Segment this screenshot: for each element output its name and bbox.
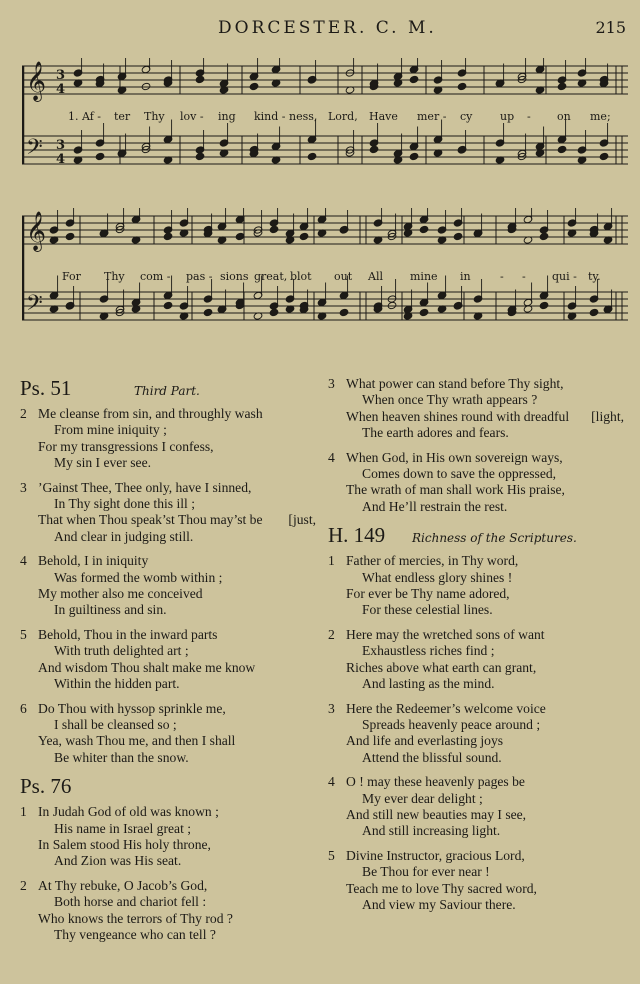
- ps51-subtitle: Third Part.: [134, 384, 200, 398]
- lyric-syllable: Thy: [104, 270, 125, 283]
- note-head: [419, 308, 429, 316]
- stanza: [20, 878, 320, 944]
- verse-line: From mine iniquity ;: [54, 422, 167, 438]
- stanza-number: 4: [328, 774, 335, 790]
- verse-line: Divine Instructor, gracious Lord,: [346, 847, 525, 863]
- note-head: [387, 301, 397, 309]
- note-head: [235, 232, 245, 240]
- verse-line: And life and everlasting joys: [346, 733, 504, 749]
- note-head: [307, 152, 317, 160]
- verse-line: Riches above what earth can grant,: [346, 659, 537, 675]
- lyric-syllable: kind - ness,: [254, 110, 318, 123]
- page-number: 215: [595, 18, 626, 37]
- note-head: [557, 82, 567, 90]
- verse-line: Both horse and chariot fell :: [54, 894, 207, 910]
- note-head: [589, 308, 599, 316]
- music-system-2: [22, 208, 628, 368]
- stanza-number: 4: [20, 553, 27, 569]
- page-header: [0, 18, 640, 42]
- right-column: [328, 376, 628, 921]
- lyric-syllable: com -: [140, 270, 171, 283]
- verse-line: Attend the blissful sound.: [362, 749, 502, 765]
- verse-line: My ever dear delight ;: [362, 790, 483, 806]
- verse-line: Was formed the womb within ;: [54, 569, 223, 585]
- stanza-number: 1: [20, 804, 27, 820]
- lyric-syllable: pas -: [186, 270, 213, 283]
- stanza: [20, 701, 320, 767]
- stanza: [328, 774, 628, 840]
- stanza-number: 3: [328, 700, 335, 716]
- h149-heading: [328, 523, 628, 551]
- note-head: [269, 225, 279, 233]
- verse-line: What endless glory shines !: [362, 569, 513, 585]
- verse-line: In Salem stood His holy throne,: [38, 836, 211, 852]
- h149-stanzas: [328, 553, 628, 913]
- note-head: [269, 308, 279, 316]
- verse-line: The earth adores and fears.: [362, 425, 509, 441]
- ps76-heading: [20, 774, 320, 802]
- verse-line: Behold, I in iniquity: [38, 553, 149, 569]
- verse-line: Who knows the terrors of Thy rod ?: [38, 910, 233, 926]
- verse-line: When heaven shines round with dreadful: [346, 408, 570, 424]
- time-signature-bottom: 4: [56, 152, 66, 167]
- lyric-syllable: out: [334, 270, 353, 283]
- verse-line: That when Thou speak’st Thou may’st be: [38, 512, 263, 528]
- lyric-syllable: sions: [220, 270, 249, 283]
- lyric-syllable: cy: [460, 110, 473, 123]
- tune-title: DORCESTER. C. M.: [218, 18, 437, 38]
- note-head: [203, 308, 213, 316]
- verse-line: My sin I ever see.: [54, 455, 152, 471]
- verse-line: And Zion was His seat.: [54, 853, 182, 869]
- lyric-syllable: ing: [218, 110, 236, 123]
- stanza: [328, 848, 628, 914]
- note-head: [249, 82, 259, 90]
- lyric-syllable: ter: [114, 110, 131, 123]
- time-signature-top: 3: [56, 68, 66, 83]
- note-head: [163, 232, 173, 240]
- treble-clef-icon: 𝄞: [26, 61, 47, 101]
- stanza-number: 3: [20, 479, 27, 495]
- verse-line: Father of mercies, in Thy word,: [346, 553, 519, 569]
- verse-line: And still increasing light.: [362, 823, 501, 839]
- staff-notation-1: [22, 58, 628, 208]
- lyric-syllable: -: [522, 270, 526, 283]
- note-head: [195, 152, 205, 160]
- stanza: [328, 701, 628, 767]
- verse-line: And clear in judging still.: [54, 528, 194, 544]
- note-head: [95, 152, 105, 160]
- note-head: [65, 232, 75, 240]
- stanza-number: 3: [328, 376, 335, 391]
- time-signature-bottom: 4: [56, 82, 66, 97]
- lyric-syllable: blot: [290, 270, 312, 283]
- verse-line: And wisdom Thou shalt make me know: [38, 659, 256, 675]
- note-head: [457, 82, 467, 90]
- treble-clef-icon: 𝄞: [26, 211, 47, 251]
- verse-line: For ever be Thy name adored,: [346, 586, 510, 602]
- lyric-syllable: mer -: [417, 110, 447, 123]
- staff-notation-2: [22, 208, 628, 368]
- verse-line: Here may the wretched sons of want: [346, 626, 545, 642]
- bass-clef-icon: 𝄢: [26, 291, 43, 321]
- lyric-syllable: on: [557, 110, 571, 123]
- stanza-number: 2: [328, 626, 335, 642]
- lyric-syllable: -: [527, 110, 531, 123]
- verse-line: Thy vengeance who can tell ?: [54, 926, 216, 942]
- note-head: [141, 82, 151, 90]
- verse-line: My mother also me conceived: [38, 586, 203, 602]
- verse-line: Spreads heavenly peace around ;: [362, 716, 541, 732]
- ps51-heading: [20, 376, 320, 404]
- ps76-title: Ps. 76: [20, 774, 72, 799]
- lyric-syllable: Have: [369, 110, 398, 123]
- verse-line: His name in Israel great ;: [54, 820, 192, 836]
- verse-line: Here the Redeemer’s welcome voice: [346, 700, 546, 716]
- verse-line: Teach me to love Thy sacred word,: [346, 880, 537, 896]
- verse-line: The wrath of man shall work His praise,: [346, 482, 565, 498]
- verse-line: At Thy rebuke, O Jacob’s God,: [38, 877, 208, 893]
- verse-line: Yea, wash Thou me, and then I shall: [38, 733, 236, 749]
- note-head: [419, 225, 429, 233]
- stanza: [20, 553, 320, 619]
- verse-line: Exhaustless riches find ;: [362, 643, 495, 659]
- verse-line: What power can stand before Thy sight,: [346, 376, 564, 391]
- verse-line: ’Gainst Thee, Thee only, have I sinned,: [38, 479, 252, 495]
- stanza-number: 2: [20, 406, 27, 421]
- h149-title: H. 149: [328, 523, 386, 548]
- verse-line: For my transgressions I confess,: [38, 438, 214, 454]
- lyric-syllable: All: [368, 270, 383, 283]
- stanza-number: 2: [20, 877, 27, 893]
- time-signature-top: 3: [56, 138, 66, 153]
- stanza-number: 1: [328, 553, 335, 569]
- stanza: [328, 450, 628, 516]
- verse-line: Within the hidden part.: [54, 676, 180, 692]
- lyric-syllable: For: [62, 270, 81, 283]
- note-head: [599, 152, 609, 160]
- verse-line: When God, in His own sovereign ways,: [346, 449, 563, 465]
- note-head: [557, 145, 567, 153]
- music-system-1: [22, 58, 628, 208]
- ps51-continued-stanzas: [328, 376, 628, 515]
- lyric-syllable: Lord,: [328, 110, 358, 123]
- bass-clef-icon: 𝄢: [26, 135, 43, 165]
- left-column: [20, 376, 320, 951]
- verse-line: For these celestial lines.: [362, 602, 493, 618]
- stanza: [328, 553, 628, 619]
- stanza: [328, 376, 628, 442]
- stanza-number: 5: [328, 847, 335, 863]
- stanza-number: 5: [20, 626, 27, 642]
- note-head: [409, 75, 419, 83]
- lyric-syllable: mine: [410, 270, 438, 283]
- note-head: [453, 232, 463, 240]
- lyric-syllable: great,: [254, 270, 288, 283]
- lyric-syllable: ty.: [588, 270, 601, 283]
- stanza: [20, 406, 320, 472]
- note-head: [163, 301, 173, 309]
- ps76-stanzas: [20, 804, 320, 943]
- note-head: [299, 232, 309, 240]
- lyric-syllable: me;: [590, 110, 611, 123]
- stanza-number: 6: [20, 700, 27, 716]
- stanza-number: 4: [328, 449, 335, 465]
- verse-line: In Judah God of old was known ;: [38, 804, 219, 820]
- stanza: [20, 627, 320, 693]
- note-head: [195, 75, 205, 83]
- verse-line: Be Thou for ever near !: [362, 864, 490, 880]
- stanza: [20, 480, 320, 546]
- verse-line: Me cleanse from sin, and throughly wash: [38, 406, 263, 421]
- note-head: [539, 232, 549, 240]
- verse-line: I shall be cleansed so ;: [54, 716, 177, 732]
- lyric-syllable: in: [460, 270, 471, 283]
- note-head: [369, 145, 379, 153]
- verse-line: Be whiter than the snow.: [54, 749, 189, 765]
- verse-line: When once Thy wrath appears ?: [362, 392, 538, 408]
- lyric-syllable: qui -: [552, 270, 577, 283]
- stanza: [20, 804, 320, 870]
- lyric-syllable: Thy: [144, 110, 165, 123]
- lyric-syllable: 1. Af -: [68, 110, 102, 123]
- note-head: [409, 152, 419, 160]
- verse-line: And view my Saviour there.: [362, 896, 516, 912]
- note-head: [339, 308, 349, 316]
- ps51-title: Ps. 51: [20, 376, 72, 400]
- verse-line: Comes down to save the oppressed,: [362, 466, 557, 482]
- verse-line: Behold, Thou in the inward parts: [38, 626, 218, 642]
- lyric-syllable: lov -: [180, 110, 204, 123]
- overflow-word: [just,: [288, 512, 316, 528]
- verse-line: And He’ll restrain the rest.: [362, 498, 508, 514]
- lyric-syllable: up: [500, 110, 515, 123]
- overflow-word: [light,: [591, 408, 624, 424]
- verse-line: In guiltiness and sin.: [54, 602, 167, 618]
- verse-line: O ! may these heavenly pages be: [346, 774, 525, 790]
- verse-line: In Thy sight done this ill ;: [54, 496, 195, 512]
- note-head: [539, 301, 549, 309]
- lyric-syllable: -: [500, 270, 504, 283]
- stanza: [328, 627, 628, 693]
- verse-line: Do Thou with hyssop sprinkle me,: [38, 700, 226, 716]
- h149-subtitle: Richness of the Scriptures.: [412, 531, 577, 546]
- verse-line: And lasting as the mind.: [362, 676, 495, 692]
- verse-line: With truth delighted art ;: [54, 643, 189, 659]
- verse-line: And still new beauties may I see,: [346, 806, 527, 822]
- ps51-stanzas: [20, 406, 320, 766]
